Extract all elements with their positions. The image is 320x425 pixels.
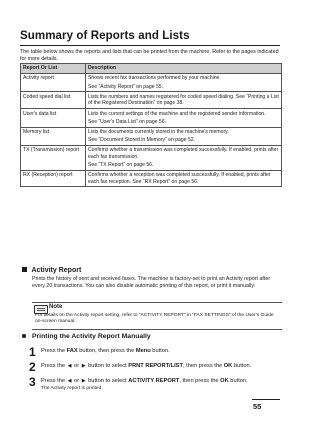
table-header-description: Description <box>86 64 282 74</box>
page-reference: See “Activity Report” on page 55. <box>88 83 164 90</box>
report-description <box>86 92 282 109</box>
right-arrow-icon: ▶ <box>81 363 86 369</box>
report-description <box>86 145 282 170</box>
description-text: Lists the current settings of the machine and the registered sender information. <box>88 110 266 117</box>
step-number: 2 <box>29 360 36 374</box>
step-text: Press the ◀ or ▶ button to select PRNT REPORT/LIST, then press the OK button. <box>41 363 252 369</box>
table-row <box>21 127 282 145</box>
menu-option-label: PRNT REPORT/LIST <box>128 363 183 369</box>
round-bullet-icon <box>22 334 26 338</box>
note-box <box>32 302 282 330</box>
ok-button-label: OK <box>223 363 233 369</box>
report-name: Activity report <box>21 74 86 92</box>
table-row <box>21 74 282 92</box>
report-name: Memory list <box>21 127 86 145</box>
table-row <box>21 145 282 170</box>
square-bullet-icon <box>22 267 27 272</box>
description-text: Confirms whether a reception was completed successfully. If enabled, prints after each fax reception. See “RX Report” on page 56. <box>88 171 271 185</box>
description-text: Shows recent fax transactions performed by your machine. <box>88 75 221 82</box>
title-divider <box>20 45 280 46</box>
section-heading <box>22 267 81 274</box>
report-name: RX (Reception) report <box>21 170 86 187</box>
table-row <box>21 170 282 187</box>
step-number: 3 <box>29 375 36 389</box>
note-text: For details on the Activity report setting, refer to “ACTIVITY REPORT” in “FAX SETTINGS” of the User's Guide on-screen manual. <box>35 313 274 324</box>
section-heading-text: Activity Report <box>31 267 82 274</box>
report-description <box>86 74 282 92</box>
description-text: Lists the documents currently stored in the machine's memory. <box>88 128 229 135</box>
left-arrow-icon: ◀ <box>67 378 72 384</box>
step-text: Press the FAX button, then press the Menu button. <box>41 348 170 354</box>
step-number: 1 <box>29 345 36 359</box>
table-header-report: Report Or List <box>21 64 86 74</box>
left-arrow-icon: ◀ <box>67 363 72 369</box>
table-row <box>21 92 282 109</box>
report-name: User's data list <box>21 109 86 127</box>
report-description <box>86 127 282 145</box>
note-label: Note <box>49 304 63 310</box>
description-text: Confirms whether a transmission was completed successfully. If enabled, prints after each fax transmission. <box>88 147 279 160</box>
intro-paragraph: The table below shows the reports and lists that can be printed from the machine. Refer to the pages indicated for more details. <box>20 49 279 62</box>
fax-button-label: FAX <box>66 348 78 354</box>
menu-option-label: ACTIVITY REPORT <box>128 378 180 384</box>
reports-table <box>20 63 282 187</box>
report-description <box>86 170 282 187</box>
table-header-row <box>21 64 282 74</box>
page-number-rule <box>252 399 280 400</box>
section-body: Prints the history of sent and received faxes. The machine is factory-set to print an Activity report after every 20 transactions. You can also disable automatic printing of this report, or print it manually. <box>32 276 271 289</box>
page-reference: See “Document Stored in Memory” on page 52. <box>88 136 196 143</box>
ok-button-label: OK <box>220 378 229 384</box>
subsection-heading <box>22 333 151 340</box>
page-reference: See “TX Report” on page 56. <box>88 161 154 168</box>
step-result: The Activity report is printed. <box>41 386 103 391</box>
report-name: TX (Transmission) report <box>21 145 86 170</box>
page-title: Summary of Reports and Lists <box>20 30 190 42</box>
right-arrow-icon: ▶ <box>81 378 86 384</box>
page-reference: See “User's Data List” on page 56. <box>88 118 166 125</box>
page-number: 55 <box>253 402 262 411</box>
table-row <box>21 109 282 127</box>
report-description <box>86 109 282 127</box>
step-text: Press the ◀ or ▶ button to select ACTIVITY REPORT, then press the OK button. <box>41 378 248 384</box>
report-name: Coded speed dial list <box>21 92 86 109</box>
description-text: Lists the numbers and names registered for coded speed dialing. See “Printing a List of the Registered Destination” on page 38. <box>88 93 279 107</box>
subsection-heading-text: Printing the Activity Report Manually <box>32 333 151 340</box>
menu-button-label: Menu <box>135 348 151 354</box>
